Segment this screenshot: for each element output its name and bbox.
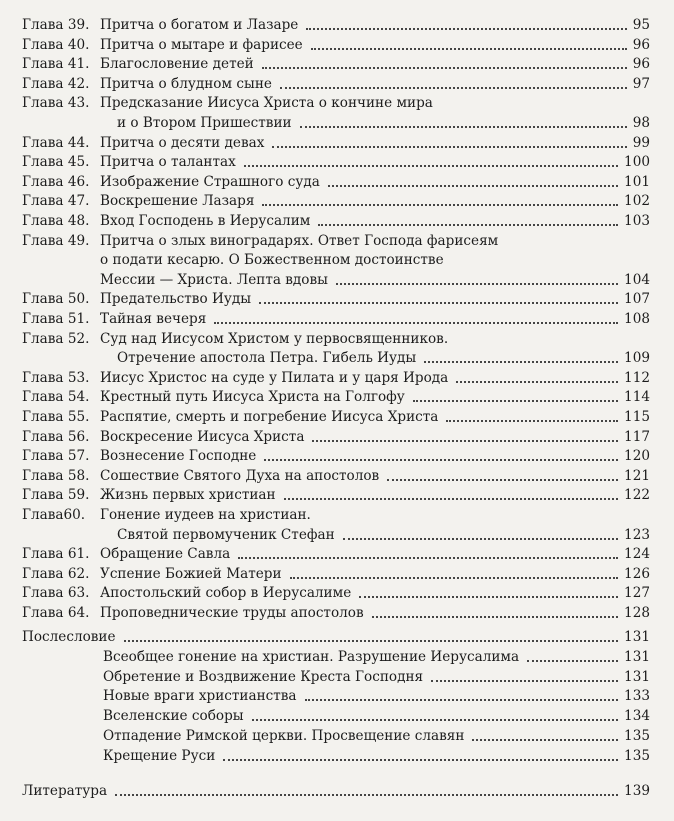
dot-leader [456, 381, 618, 383]
page-number: 122 [620, 485, 650, 505]
dot-leader [244, 165, 618, 167]
chapter-label: Глава 56. [22, 428, 90, 445]
entry-title: Проповеднические труды апостолов [100, 605, 368, 621]
entry-title: Воскресение Иисуса Христа [100, 429, 308, 445]
entry-title: Предательство Иуды [100, 291, 255, 307]
dot-leader [305, 699, 619, 701]
page-number: 120 [620, 446, 650, 466]
chapter-row [0, 191, 674, 211]
chapter-label: Глава 53. [22, 369, 90, 386]
page-number: 139 [620, 781, 650, 801]
dot-leader [223, 759, 618, 761]
dot-leader [259, 302, 618, 304]
entry-title: и о Втором Пришествии [117, 115, 296, 131]
dot-leader [387, 479, 618, 481]
page-number: 100 [620, 152, 650, 172]
entry-title: Гонение иудеев на христиан. [100, 507, 315, 523]
chapter-label: Глава 47. [22, 193, 90, 210]
chapter-label: Глава 45. [22, 154, 90, 171]
entry-title: Крестный путь Иисуса Христа на Голгофу [100, 389, 409, 405]
page-number: 98 [629, 113, 650, 133]
chapter-row [0, 152, 674, 172]
chapter-row-cont [0, 525, 674, 545]
page-number: 107 [620, 289, 650, 309]
dot-leader [372, 616, 618, 618]
entry-title: о подати кесарю. О Божественном достоинстве [100, 252, 448, 268]
chapter-label: Глава 59. [22, 487, 90, 504]
chapter-label: Глава 46. [22, 173, 90, 190]
chapter-label: Глава60. [22, 507, 86, 523]
entry-title: Литература [22, 783, 111, 799]
entry-title: Всеобщее гонение на христиан. Разрушение Иерусалима [103, 649, 523, 665]
chapter-row [0, 505, 674, 525]
entry-title: Предсказание Иисуса Христа о кончине мира [100, 95, 437, 111]
page-number: 124 [620, 544, 650, 564]
chapter-label: Глава 61. [22, 546, 90, 563]
page-number: 108 [620, 309, 650, 329]
chapter-label: Глава 58. [22, 467, 90, 484]
chapter-row [0, 446, 674, 466]
page-number: 117 [620, 427, 650, 447]
chapter-label: Глава 40. [22, 36, 90, 53]
page-number: 135 [620, 746, 650, 766]
entry-title: Притча о блудном сыне [100, 76, 276, 92]
page-number: 114 [620, 387, 650, 407]
chapter-row [0, 603, 674, 623]
entry-title: Вход Господень в Иерусалим [100, 213, 314, 229]
dot-leader [431, 680, 618, 682]
page-number: 126 [620, 564, 650, 584]
dot-leader [424, 361, 618, 363]
page-number: 134 [620, 706, 650, 726]
entry-title: Притча о талантах [100, 154, 240, 170]
page-number: 133 [620, 686, 650, 706]
dot-leader [336, 283, 618, 285]
dot-leader [300, 126, 627, 128]
chapter-label: Глава 62. [22, 565, 90, 582]
entry-title: Вселенские соборы [103, 708, 248, 724]
dot-leader [290, 577, 619, 579]
chapter-row [0, 564, 674, 584]
page-number: 101 [620, 172, 650, 192]
chapter-label: Глава 54. [22, 389, 90, 406]
dot-leader [312, 440, 618, 442]
chapter-row [0, 211, 674, 231]
dot-leader [262, 67, 627, 69]
dot-leader [328, 185, 618, 187]
chapter-row [0, 407, 674, 427]
entry-title: Отпадение Римской церкви. Просвещение славян [103, 728, 468, 744]
chapter-row [0, 289, 674, 309]
chapter-row-cont [0, 113, 674, 133]
afterword-item-row [0, 647, 674, 667]
page-number: 131 [620, 667, 650, 687]
entry-title: Жизнь первых христиан [100, 487, 280, 503]
chapter-row [0, 329, 674, 349]
entry-title: Сошествие Святого Духа на апостолов [100, 468, 383, 484]
entry-title: Послесловие [22, 629, 120, 645]
entry-title: Тайная вечеря [100, 311, 210, 327]
entry-title: Благословение детей [100, 56, 258, 72]
dot-leader [413, 400, 618, 402]
chapter-row [0, 309, 674, 329]
chapter-label: Глава 57. [22, 448, 90, 465]
chapter-row [0, 231, 674, 251]
page-number: 104 [620, 270, 650, 290]
chapter-label: Глава 43. [22, 95, 90, 112]
chapter-row [0, 133, 674, 153]
dot-leader [262, 204, 618, 206]
chapter-row [0, 368, 674, 388]
chapter-row [0, 74, 674, 94]
chapter-row [0, 427, 674, 447]
chapter-label: Глава 55. [22, 409, 90, 425]
chapter-row [0, 172, 674, 192]
afterword-item-row [0, 746, 674, 766]
entry-title: Апостольский собор в Иерусалиме [100, 585, 355, 601]
dot-leader [115, 794, 618, 796]
chapter-label: Глава 52. [22, 330, 90, 347]
afterword-item-row [0, 726, 674, 746]
page-number: 131 [620, 647, 650, 667]
literature-row [0, 781, 674, 801]
dot-leader [252, 719, 618, 721]
dot-leader [238, 557, 618, 559]
chapter-label: Глава 48. [22, 213, 90, 229]
page-number: 95 [629, 15, 650, 35]
dot-leader [446, 420, 618, 422]
page-number: 103 [620, 211, 650, 231]
entry-title: Вознесение Господне [100, 448, 260, 464]
entry-title: Изображение Страшного суда [100, 174, 324, 190]
chapter-label: Глава 51. [22, 311, 90, 327]
chapter-row [0, 544, 674, 564]
dot-leader [343, 538, 618, 540]
entry-title: Притча о богатом и Лазаре [100, 17, 302, 33]
dot-leader [272, 146, 626, 148]
chapter-row [0, 387, 674, 407]
page-number: 96 [629, 54, 650, 74]
page-number: 121 [620, 466, 650, 486]
chapter-label: Глава 41. [22, 56, 90, 73]
chapter-row [0, 485, 674, 505]
entry-title: Суд над Иисусом Христом у первосвященников. [100, 331, 452, 347]
chapter-row-cont [0, 270, 674, 290]
page-number: 131 [620, 627, 650, 647]
entry-title: Крещение Руси [103, 748, 219, 764]
dot-leader [214, 322, 618, 324]
entry-title: Обретение и Воздвижение Креста Господня [103, 669, 427, 685]
entry-title: Мессии — Христа. Лепта вдовы [100, 272, 332, 288]
dot-leader [472, 739, 618, 741]
entry-title: Иисус Христос на суде у Пилата и у царя Ирода [100, 370, 452, 386]
page-number: 127 [620, 583, 650, 603]
page-number: 123 [620, 525, 650, 545]
page-number: 112 [620, 368, 650, 388]
entry-title: Распятие, смерть и погребение Иисуса Христа [100, 409, 442, 425]
dot-leader [311, 48, 627, 50]
chapter-row [0, 93, 674, 113]
chapter-row [0, 15, 674, 35]
page-number: 97 [629, 74, 650, 94]
entry-title: Новые враги христианства [103, 688, 301, 704]
chapter-label: Глава 64. [22, 605, 90, 621]
chapter-label: Глава 39. [22, 17, 90, 33]
dot-leader [124, 640, 619, 642]
entry-title: Воскрешение Лазаря [100, 193, 258, 209]
dot-leader [284, 498, 618, 500]
page-number: 128 [620, 603, 650, 623]
dot-leader [280, 87, 627, 89]
chapter-label: Глава 44. [22, 134, 90, 151]
chapter-row [0, 583, 674, 603]
page-number: 109 [620, 348, 650, 368]
page-number: 135 [620, 726, 650, 746]
dot-leader [359, 596, 618, 598]
chapter-label: Глава 50. [22, 291, 90, 308]
dot-leader [318, 224, 618, 226]
afterword-row [0, 627, 674, 647]
chapter-row-cont [0, 348, 674, 368]
entry-title: Притча о десяти девах [100, 135, 268, 151]
chapter-row [0, 35, 674, 55]
page-number: 115 [620, 407, 650, 427]
page-number: 102 [620, 191, 650, 211]
chapter-label: Глава 49. [22, 232, 90, 249]
dot-leader [306, 28, 626, 30]
chapter-row-cont [0, 250, 674, 270]
entry-title: Притча о мытаре и фарисее [100, 37, 307, 53]
chapter-label: Глава 63. [22, 585, 90, 602]
entry-title: Обращение Савла [100, 546, 234, 562]
entry-title: Святой первомученик Стефан [117, 527, 339, 543]
chapter-label: Глава 42. [22, 75, 90, 92]
chapter-row [0, 54, 674, 74]
afterword-item-row [0, 686, 674, 706]
dot-leader [264, 459, 618, 461]
afterword-item-row [0, 667, 674, 687]
entry-title: Притча о злых виноградарях. Ответ Господа фарисеям [100, 233, 502, 249]
entry-title: Отречение апостола Петра. Гибель Иуды [117, 350, 420, 366]
afterword-item-row [0, 706, 674, 726]
chapter-row [0, 466, 674, 486]
entry-title: Успение Божией Матери [100, 566, 286, 582]
page-number: 99 [629, 133, 650, 153]
page-number: 96 [629, 35, 650, 55]
dot-leader [527, 660, 618, 662]
